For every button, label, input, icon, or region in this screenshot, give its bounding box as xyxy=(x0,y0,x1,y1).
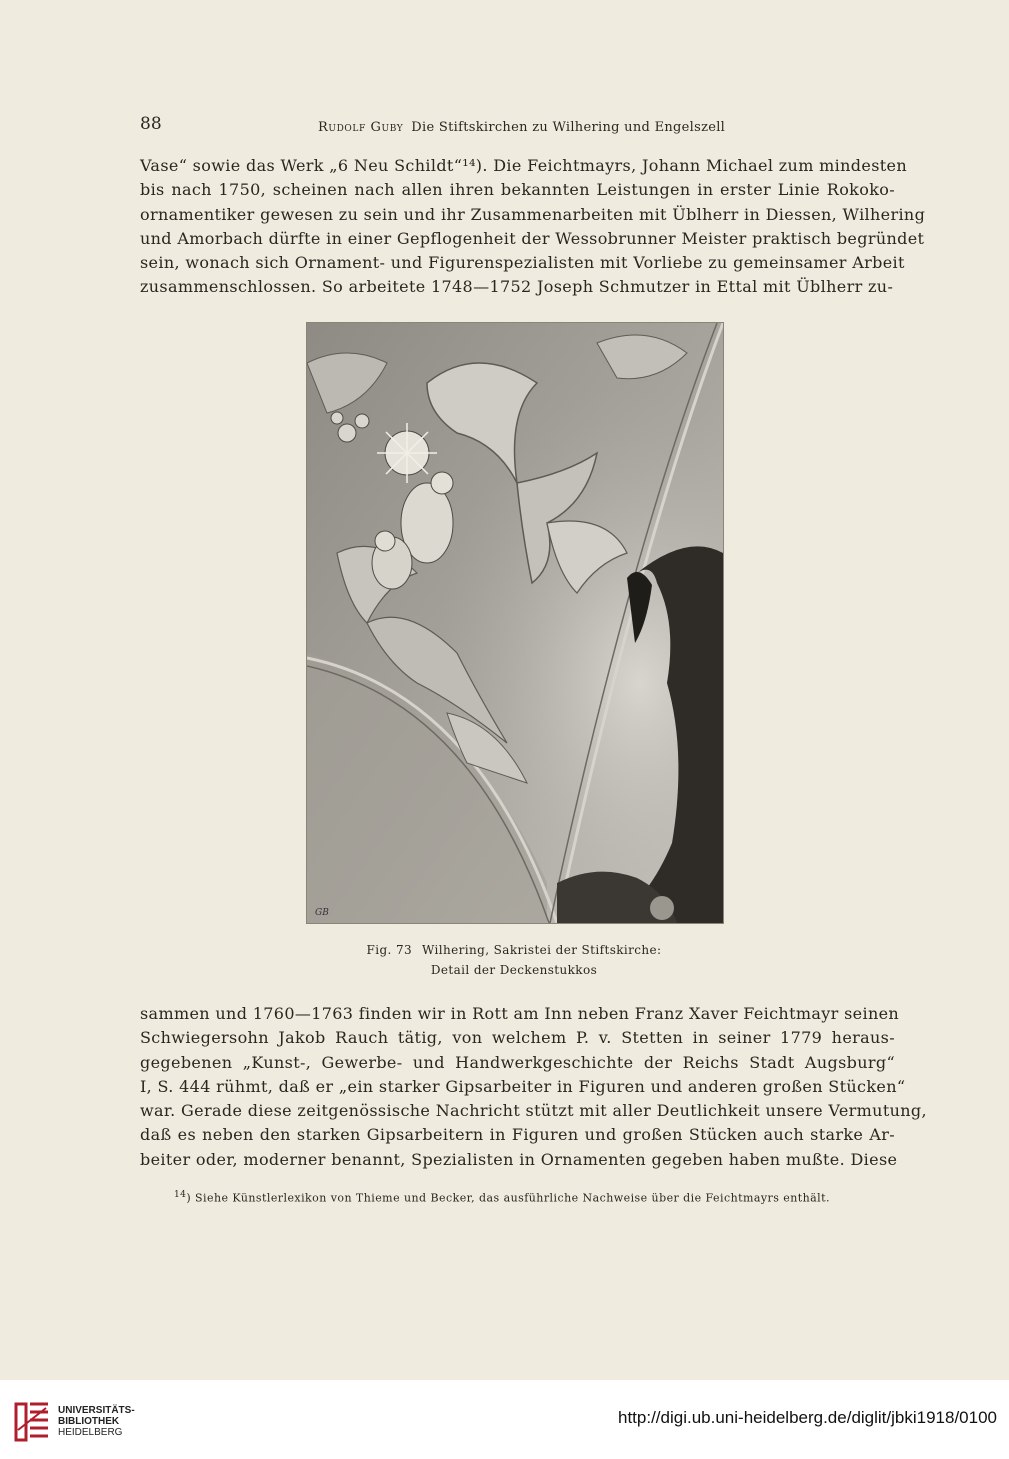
library-name-line-1: UNIVERSITÄTS- xyxy=(58,1405,135,1416)
library-name xyxy=(58,1405,135,1438)
stucco-ceiling-illustration xyxy=(307,323,723,923)
library-logo-icon xyxy=(12,1400,52,1444)
text-line: Vase“ sowie das Werk „6 Neu Schildt“¹⁴). Die Feichtmayrs, Johann Michael zum mindesten xyxy=(140,156,908,175)
header-author: Rudolf Guby xyxy=(318,120,404,135)
paragraph-bottom xyxy=(140,1002,927,1172)
text-line: gegebenen „Kunst-, Gewerbe- und Handwerkgeschichte der Reichs Stadt Augsburg“ xyxy=(140,1052,895,1072)
text-line: und Amorbach dürfte in einer Gepflogenheit der Wessobrunner Meister praktisch begründet xyxy=(140,228,925,248)
text-line: Schwiegersohn Jakob Rauch tätig, von welchem P. v. Stetten in seiner 1779 heraus- xyxy=(140,1028,895,1048)
figure-monogram: GB xyxy=(315,908,329,918)
text-line: ornamentiker gewesen zu sein und ihr Zusammenarbeiten mit Üblherr in Diessen, Wilhering xyxy=(140,204,926,224)
text-line: sammen und 1760—1763 finden wir in Rott am Inn neben Franz Xaver Feichtmayr seinen xyxy=(140,1004,900,1023)
source-url-link[interactable]: http://digi.ub.uni-heidelberg.de/diglit/jbki1918/0100 xyxy=(618,1408,997,1427)
footnote-text: ) Siehe Künstlerlexikon von Thieme und Becker, das ausführliche Nachweise über die Feichtmayrs enthält. xyxy=(186,1191,830,1205)
text-line: beiter oder, moderner benannt, Spezialisten in Ornamenten gegeben haben mußte. Diese xyxy=(140,1149,898,1169)
library-name-line-3: HEIDELBERG xyxy=(58,1427,123,1438)
text-line: war. Gerade diese zeitgenössische Nachricht stützt mit aller Deutlichkeit unsere Vermutung, xyxy=(140,1101,927,1121)
text-line: I, S. 444 rühmt, daß er „ein starker Gipsarbeiter in Figuren und anderen großen Stücken“ xyxy=(140,1076,906,1096)
text-line: bis nach 1750, scheinen nach allen ihren bekannten Leistungen in erster Linie Rokoko- xyxy=(140,180,895,200)
figure-stucco-photo xyxy=(306,322,724,924)
text-line: sein, wonach sich Ornament- und Figurenspezialisten mit Vorliebe zu gemeinsamer Arbeit xyxy=(140,253,905,273)
library-footer xyxy=(0,1380,1009,1459)
page-number: 88 xyxy=(140,114,162,134)
figure-label: Fig. 73 xyxy=(366,943,413,957)
caption-line-2: Detail der Deckenstukkos xyxy=(430,963,598,977)
library-name-line-2: BIBLIOTHEK xyxy=(58,1416,120,1427)
running-title xyxy=(318,120,725,135)
text-line: daß es neben den starken Gipsarbeitern in Figuren und großen Stücken auch starke Ar- xyxy=(140,1125,895,1145)
footnote-marker: 14 xyxy=(174,1190,187,1200)
running-header xyxy=(140,114,900,140)
text-line: zusammenschlossen. So arbeitete 1748—1752 Joseph Schmutzer in Ettal mit Üblherr zu- xyxy=(140,277,894,297)
caption-line-1: Wilhering, Sakristei der Stiftskirche: xyxy=(422,943,662,957)
paragraph-top xyxy=(140,154,926,300)
header-title: Die Stiftskirchen zu Wilhering und Engelszell xyxy=(411,120,726,135)
figure-caption xyxy=(306,940,722,980)
footnote xyxy=(174,1190,894,1205)
